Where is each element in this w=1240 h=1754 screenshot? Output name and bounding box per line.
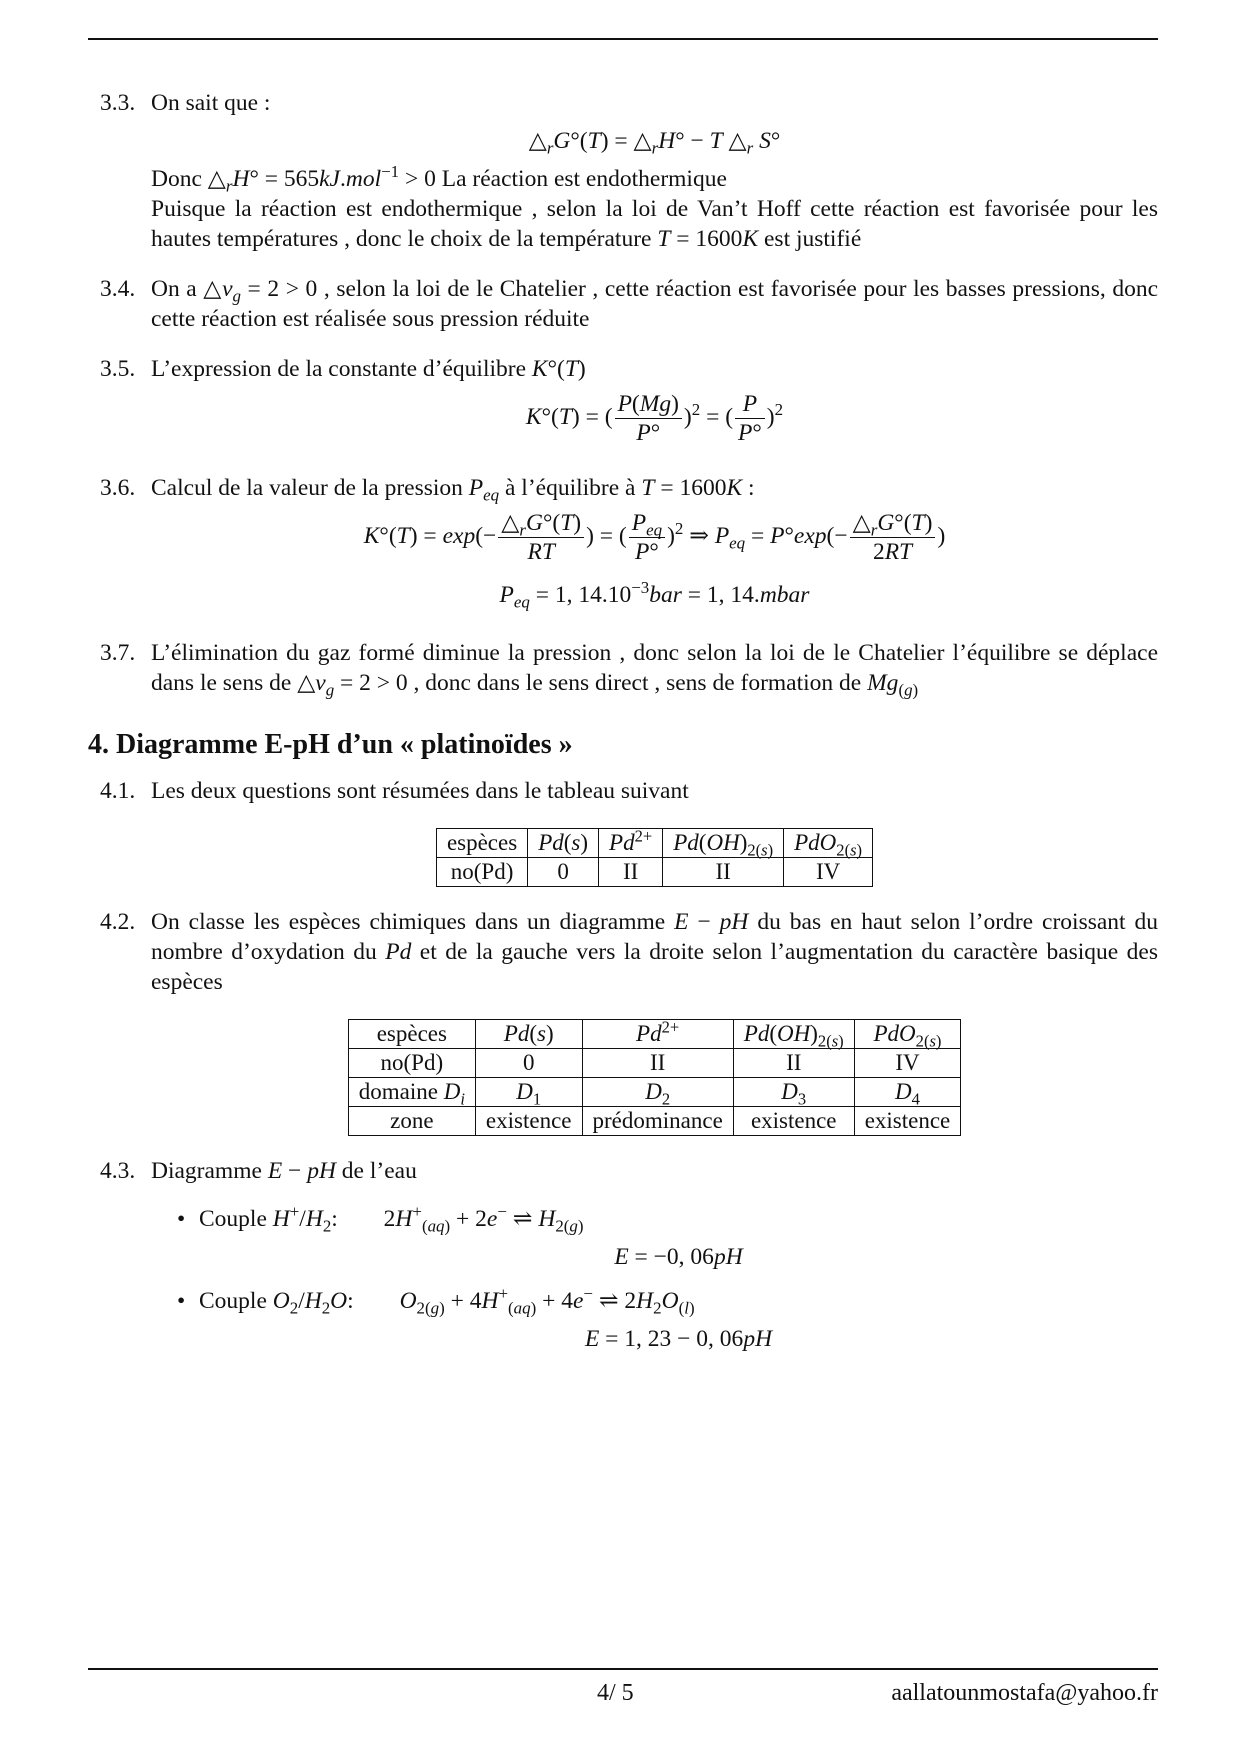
equation-e-h: E = −0, 06pH [614, 1244, 743, 1270]
elimination-text: L’élimination du gaz formé diminue la pression , donc selon la loi de le Chatelier l’équilibre se déplace dans le sens de [151, 640, 1158, 696]
table-cell: existence [475, 1107, 582, 1136]
table-cell: II [599, 858, 663, 887]
domain-table [348, 1019, 962, 1136]
item-3-3 [88, 88, 1158, 254]
item-4-3: 4.3. Diagramme E − pH de l’eau • Couple $H^+/H_2$: $2H^+_{(aq)} + 2e^-$ ⇌ $H_{2(g)}$ E = −0, 06pH • Couple $O_2/H_2O$: $O_{2(g)} + 4H^+_{(aq)} + 4e^-$ ⇌ $2H_2O_{(l)}$ E = 1, 23 − 0, 06pH [88, 1156, 1158, 1362]
item-number: 4.1. [100, 778, 136, 804]
table-cell: $Pd(OH)_{2(s)}$ [733, 1020, 854, 1049]
table-cell: II [733, 1049, 854, 1078]
table-cell: $Pd^{2+}$ [582, 1020, 733, 1049]
item-number: 3.4. [100, 276, 136, 302]
table-cell: espèces [436, 829, 527, 858]
couple-list [151, 1204, 1158, 1362]
table-cell: existence [733, 1107, 854, 1136]
equilibrium-text: à l’équilibre à [505, 475, 636, 501]
equation-pressure-value: $P_{eq} = 1$, $14.10^{-3}bar = 1$, 14.mbar [499, 578, 810, 612]
direction-text: , donc dans le sens direct , sens de formation de [413, 670, 862, 696]
classification-text: On classe les espèces chimiques dans un diagramme [151, 909, 666, 935]
donc-label: Donc [151, 166, 202, 192]
table-cell: PdO$_{2(s)}$ [784, 829, 873, 858]
table-cell: Pd(s) [475, 1020, 582, 1049]
justified-text: est justifié [764, 226, 862, 252]
equation-gibbs: $\triangle_rG^\circ(T)$ = $\triangle_rH^\circ - T$ $\triangle_r$ S° [528, 128, 781, 158]
summary-text: Les deux questions sont résumées dans le tableau suivant [151, 778, 689, 804]
item-number: 3.3. [100, 90, 136, 116]
table-cell: $D_1$ [475, 1078, 582, 1107]
item-number: 3.5. [100, 356, 136, 382]
table-cell: IV [784, 858, 873, 887]
table-cell: II [663, 858, 784, 887]
reaction-h: $2H^+_{(aq)} + 2e^-$ ⇌ $H_{2(g)}$ [383, 1202, 584, 1236]
table-row [348, 1107, 961, 1136]
table-cell: $D_4$ [854, 1078, 961, 1107]
table-row [436, 858, 872, 887]
table-cell: $D_3$ [733, 1078, 854, 1107]
top-rule [88, 38, 1158, 40]
table-cell: Pd(s) [528, 829, 599, 858]
water-text: de l’eau [341, 1158, 417, 1184]
table-cell: $D_2$ [582, 1078, 733, 1107]
table-cell: domaine $D_i$ [348, 1078, 475, 1107]
vant-hoff-text: Puisque la réaction est endothermique , selon la loi de Van’t Hoff cette réaction est favorisée pour les hautes températures , donc le choix de la température [151, 196, 1158, 252]
bullet-icon: • [177, 1288, 186, 1314]
table-row [436, 829, 872, 858]
item-intro: On sait que : [151, 90, 271, 116]
list-item: • Couple $O_2/H_2O$: $O_{2(g)} + 4H^+_{(aq)} + 4e^-$ ⇌ $2H_2O_{(l)}$ E = 1, 23 − 0, 06pH [151, 1286, 1158, 1362]
table-cell: existence [854, 1107, 961, 1136]
diagram-text: Diagramme [151, 1158, 262, 1184]
page-content [88, 88, 1158, 1382]
equation-constant: K°(T) = ( $\frac{P(Mg)}{P^\circ}$ )$^2$ = ( $\frac{P}{P^\circ}$ )$^2$ [525, 391, 784, 446]
item-number: 4.3. [100, 1158, 136, 1184]
vant-hoff-paragraph: Puisque la réaction est endothermique , selon la loi de Van’t Hoff cette réaction est favorisée pour les hautes températures , donc le choix de la température T = 1600K est justifié [151, 196, 1158, 252]
item-3-6: 3.6. Calcul de la valeur de la pression $P_{eq}$ à l’équilibre à T = 1600K : K°(T) = exp(− $\frac{\triangle_rG^\circ(T)}{RT}$ ) = ( $\frac{P_{eq}}{P^\circ}$ )$^2$ ⇒ $P_{eq} = P^\circ\exp(-$ $\frac{\triangle_rG^\circ(T)}{2RT}$ ) $P_{eq} = 1$, $14.10^{-3}bar = 1$, 14.mbar [88, 473, 1158, 618]
reaction-o: $O_{2(g)} + 4H^+_{(aq)} + 4e^-$ ⇌ $2H_2O_{(l)}$ [399, 1284, 695, 1318]
table-row [348, 1020, 961, 1049]
enthalpy-line: Donc $\triangle_rH^\circ = 565kJ.mol^{-1} > 0$ La réaction est endothermique [151, 162, 727, 196]
equation-e-o: E = 1, 23 − 0, 06pH [584, 1326, 773, 1352]
item-number: 3.6. [100, 475, 136, 501]
item-3-4: 3.4. On a $\triangle\nu_g = 2 > 0$ , selon la loi de le Chatelier , cette réaction est favorisée pour les basses pressions, donc cette réaction est réalisée sous pression réduite [100, 276, 1158, 332]
bullet-icon: • [177, 1206, 186, 1232]
section-4-title: 4. Diagramme E-pH d’un « platinoïdes » [88, 729, 573, 760]
item-number: 4.2. [100, 909, 136, 935]
on-a-text: On a [151, 276, 197, 302]
table-row [348, 1078, 961, 1107]
bottom-rule [88, 1668, 1158, 1670]
table-cell: no(Pd) [436, 858, 527, 887]
item-3-7: 3.7. L’élimination du gaz formé diminue la pression , donc selon la loi de le Chatelier l’équilibre se déplace dans le sens de $\triangle\nu_g = 2 > 0$ , donc dans le sens direct , sens de formation de $Mg_{(g)}$ [100, 640, 1158, 700]
order-text: du bas en haut selon l’ordre croissant du nombre d’oxydation du [151, 909, 1159, 965]
table-cell: 0 [528, 858, 599, 887]
table-cell: PdO$_{2(s)}$ [854, 1020, 961, 1049]
item-4-1 [88, 776, 1158, 887]
list-item: • Couple $H^+/H_2$: $2H^+_{(aq)} + 2e^-$ ⇌ $H_{2(g)}$ E = −0, 06pH [151, 1204, 1158, 1280]
table-row [348, 1049, 961, 1078]
table-cell: II [582, 1049, 733, 1078]
chatelier-text: , selon la loi de le Chatelier , cette réaction est favorisée pour les basses pressions, donc cette réaction est réalisée sous pression réduite [151, 276, 1158, 332]
item-number: 3.7. [100, 640, 136, 666]
table-cell: zone [348, 1107, 475, 1136]
species-table [436, 828, 873, 887]
couple-label: Couple [199, 1206, 267, 1232]
equation-pressure: K°(T) = exp(− $\frac{\triangle_rG^\circ(T)}{RT}$ ) = ( $\frac{P_{eq}}{P^\circ}$ )$^2$ ⇒ $P_{eq} = P^\circ\exp(-$ $\frac{\triangle_rG^\circ(T)}{2RT}$ ) [363, 510, 946, 565]
domain-label: domaine [358, 1079, 438, 1104]
table-cell: $Pd(OH)_{2(s)}$ [663, 829, 784, 858]
page-number: 4/ 5 [597, 1680, 634, 1706]
table-cell: 0 [475, 1049, 582, 1078]
couple-label: Couple [199, 1288, 267, 1314]
endothermic-text: La réaction est endothermique [441, 166, 727, 192]
table-cell: prédominance [582, 1107, 733, 1136]
item-4-2: 4.2. On classe les espèces chimiques dans un diagramme E − pH du bas en haut selon l’ordre croissant du nombre d’oxydation du Pd et de la gauche vers la droite selon l’augmentation du caractère basique des espèces espèces Pd(s) $Pd^{2+}$ $Pd(OH)_{2(s)}$ PdO$_{2(s)}$ no(Pd) 0 II II IV domaine $D_i$ $D_1$ $D_2$ $D_3$ $D_4$ zone existence prédominance existence existence [88, 907, 1158, 1136]
table-cell: IV [854, 1049, 961, 1078]
constant-text: L’expression de la constante d’équilibre [151, 356, 527, 382]
pressure-calc-text: Calcul de la valeur de la pression [151, 475, 463, 501]
table-cell: espèces [348, 1020, 475, 1049]
table-cell: no(Pd) [348, 1049, 475, 1078]
table-cell: $Pd^{2+}$ [599, 829, 663, 858]
basic-text: et de la gauche vers la droite selon l’augmentation du caractère basique des espèces [151, 939, 1159, 995]
item-3-5: 3.5. L’expression de la constante d’équilibre K°(T) K°(T) = ( $\frac{P(Mg)}{P^\circ}$ )$^2$ = ( $\frac{P}{P^\circ}$ )$^2$ [88, 354, 1158, 453]
footer-email: aallatounmostafa@yahoo.fr [891, 1680, 1158, 1706]
